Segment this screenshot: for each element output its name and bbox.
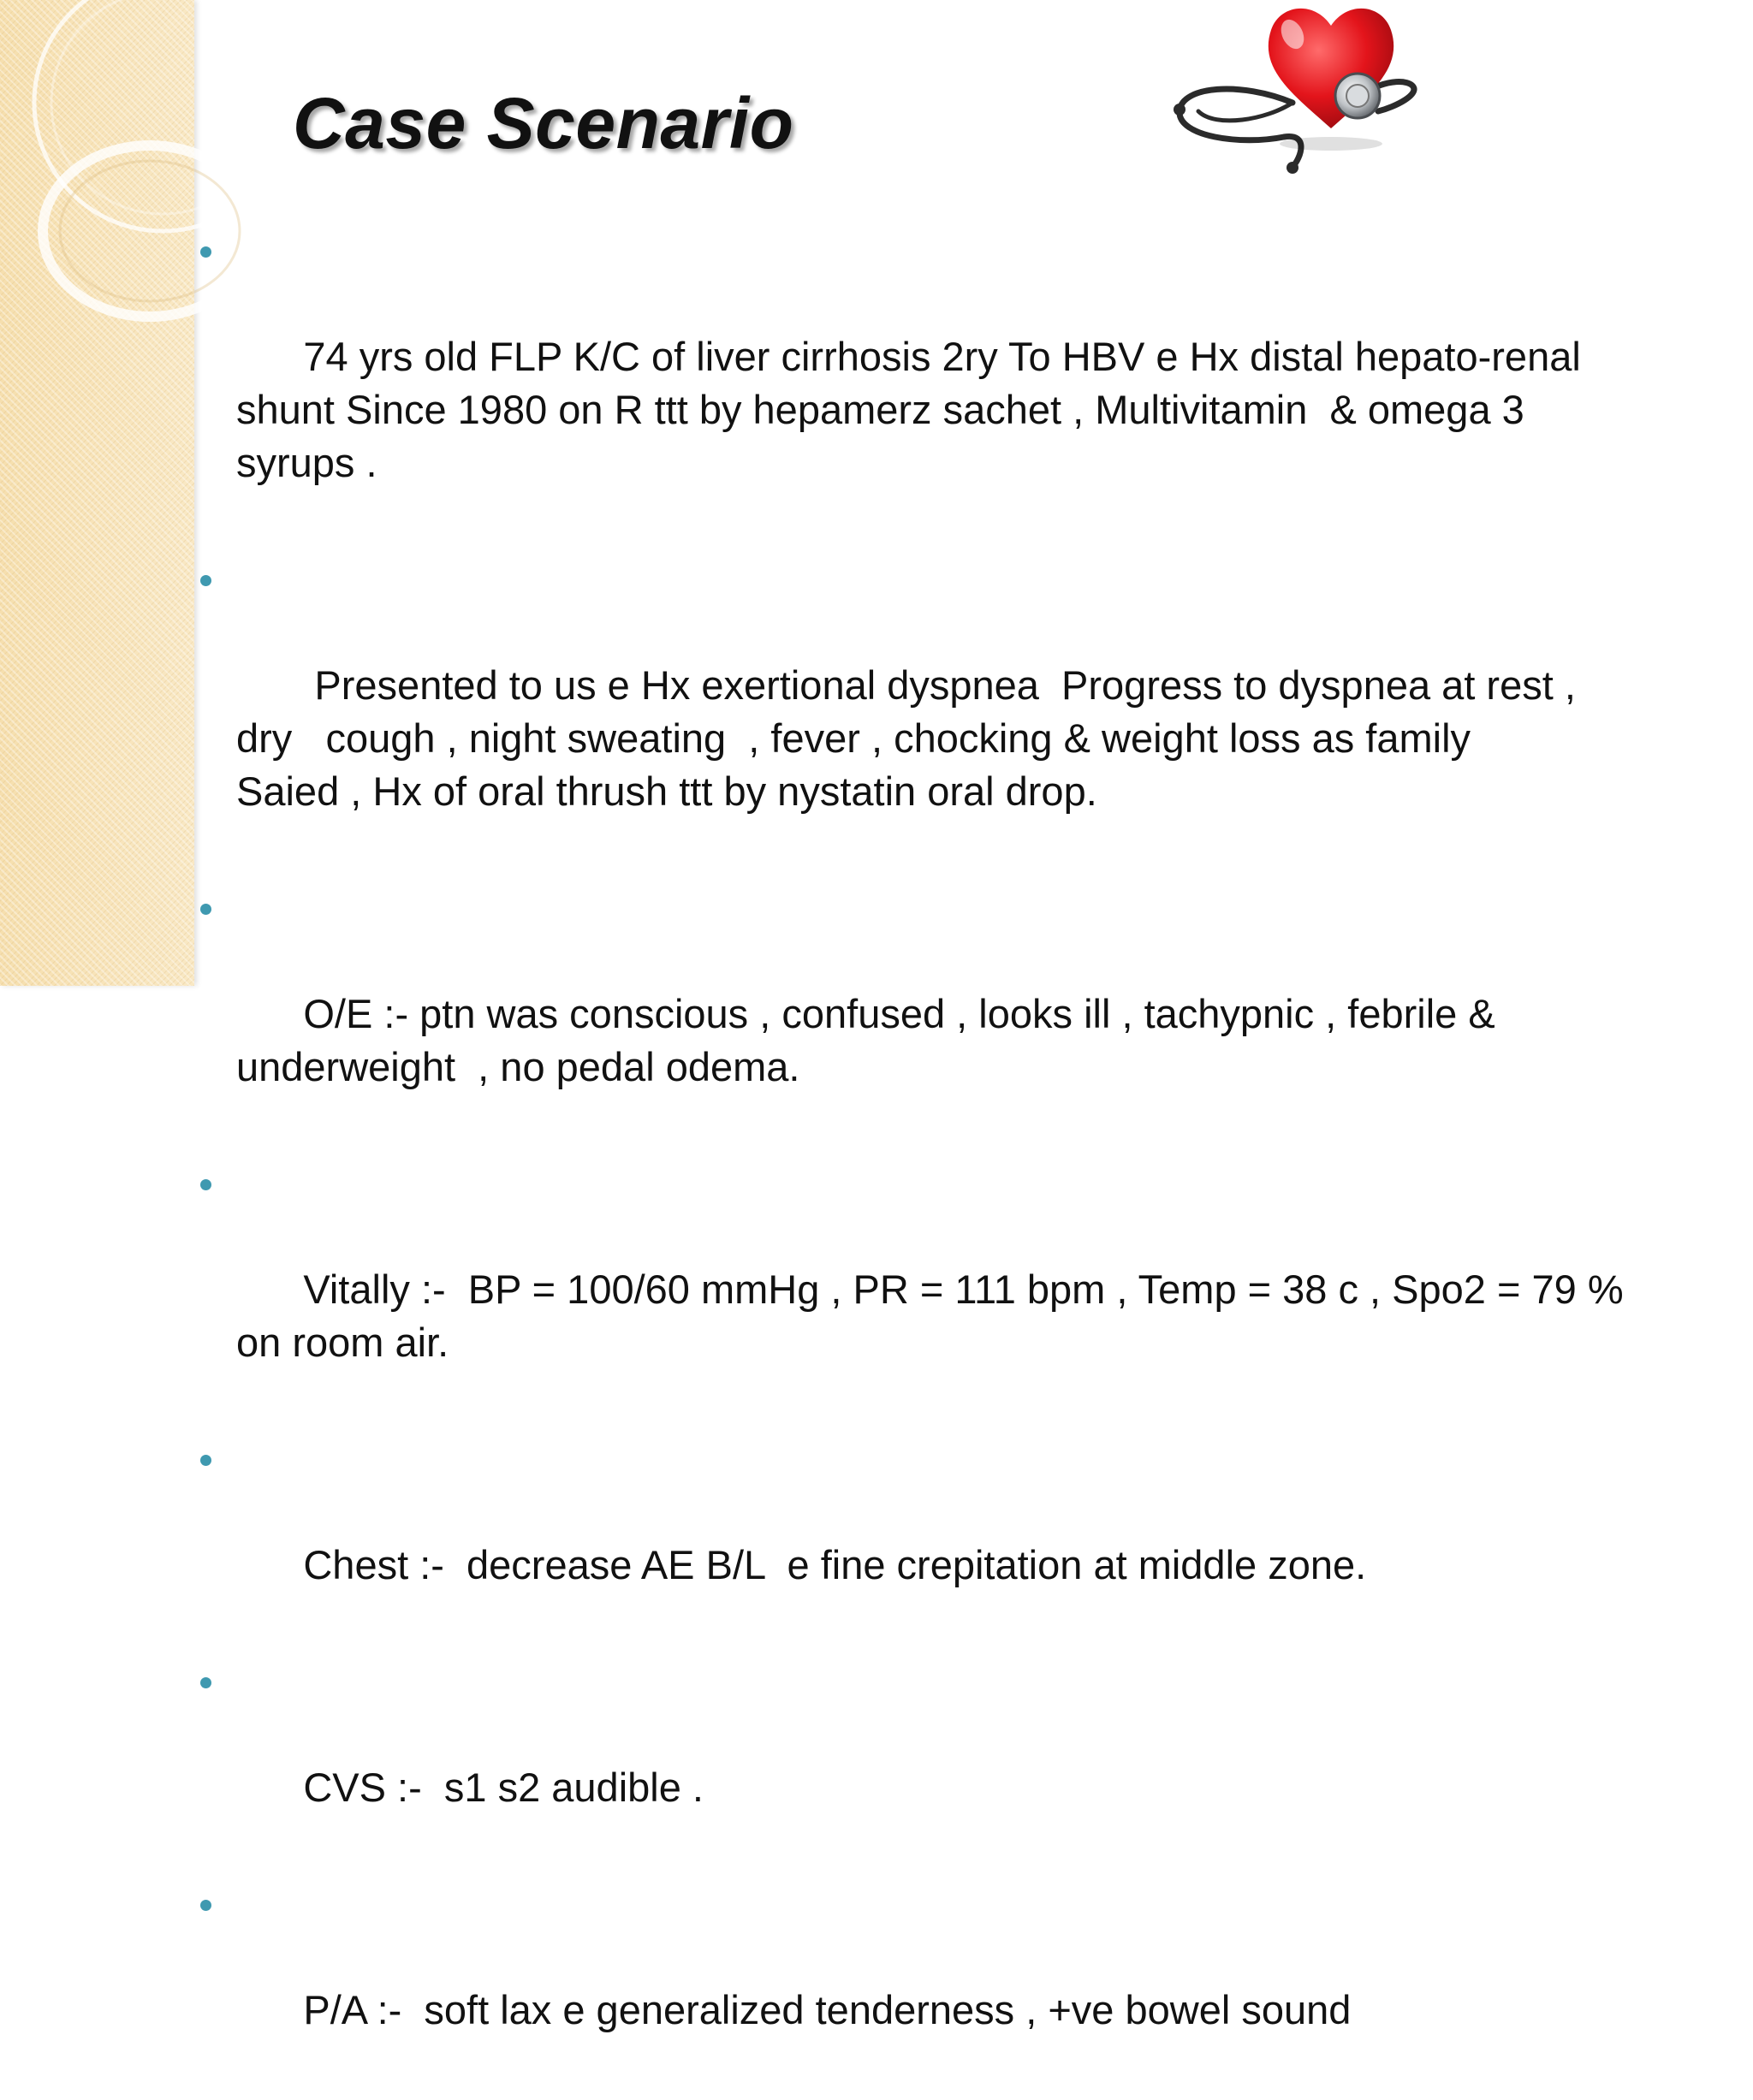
bullet-text: Chest :- decrease AE B/L e fine crepitation at middle zone. bbox=[303, 1542, 1367, 1587]
decorative-rings-icon bbox=[0, 0, 205, 359]
decorative-side-strip bbox=[0, 0, 194, 986]
slide-title: Case Scenario bbox=[293, 83, 794, 163]
bullet-text: O/E :- ptn was conscious , confused , looks ill , tachypnic , febrile & underweight , no pedal odema. bbox=[236, 991, 1495, 1089]
list-item bbox=[200, 1433, 1707, 1645]
bullet-point-icon bbox=[200, 1179, 211, 1190]
bullet-text: Presented to us e Hx exertional dyspnea Progress to dyspnea at rest , dry cough , night sweating , fever , chocking & weight loss as family Saied , Hx of oral thrush ttt by nystatin oral drop. bbox=[236, 662, 1576, 814]
bullet-point-icon bbox=[200, 904, 211, 915]
list-item bbox=[200, 1157, 1707, 1422]
list-item bbox=[200, 1878, 1707, 2090]
bullet-point-icon bbox=[200, 575, 211, 586]
bullet-point-icon bbox=[200, 1900, 211, 1911]
bullet-text: Vitally :- BP = 100/60 mmHg , PR = 111 bpm , Temp = 38 c , Spo2 = 79 % on room air. bbox=[236, 1267, 1624, 1365]
heart-stethoscope-icon bbox=[1164, 0, 1421, 180]
bullet-text: 74 yrs old FLP K/C of liver cirrhosis 2ry To HBV e Hx distal hepato-renal shunt Since 1980 on R ttt by hepamerz sachet , Multivitamin & omega 3 syrups . bbox=[236, 334, 1581, 485]
list-item bbox=[200, 1655, 1707, 1867]
bullet-list bbox=[200, 224, 1707, 2100]
bullet-point-icon bbox=[200, 246, 211, 258]
list-item bbox=[200, 881, 1707, 1147]
bullet-point-icon bbox=[200, 1677, 211, 1688]
bullet-text: P/A :- soft lax e generalized tenderness , +ve bowel sound bbox=[303, 1987, 1352, 2032]
bullet-point-icon bbox=[200, 1455, 211, 1466]
list-item bbox=[200, 553, 1707, 871]
bullet-text: CVS :- s1 s2 audible . bbox=[303, 1765, 704, 1810]
list-item bbox=[200, 224, 1707, 543]
